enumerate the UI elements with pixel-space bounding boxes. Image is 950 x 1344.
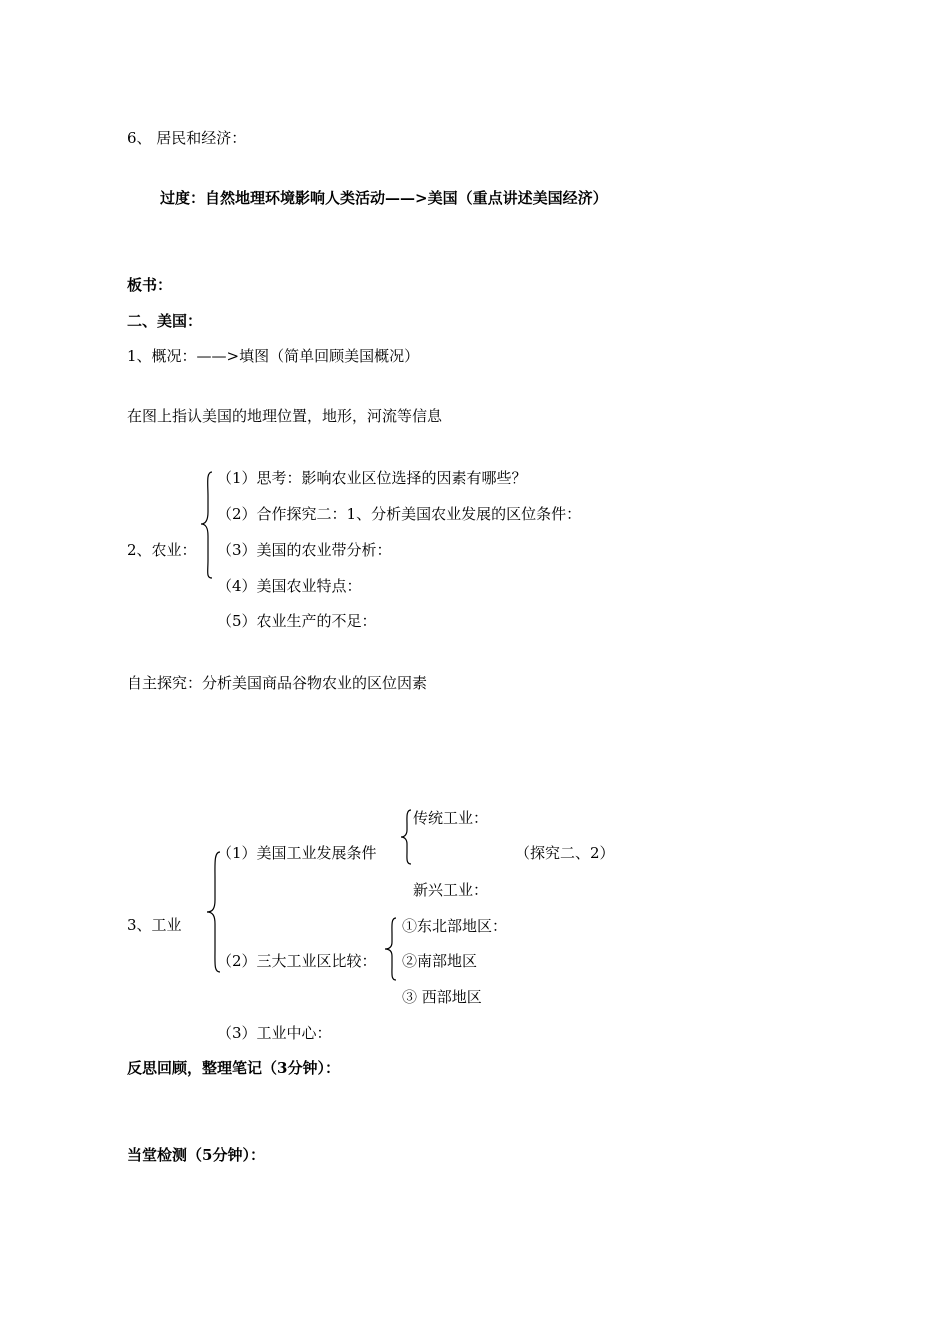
region-south: ②南部地区	[402, 952, 478, 970]
map-task-line: 在图上指认美国的地理位置，地形，河流等信息	[127, 407, 443, 425]
emerging-industry: 新兴工业：	[413, 881, 489, 899]
industry-item-3: （3）工业中心：	[217, 1024, 332, 1042]
regions-brace	[384, 916, 398, 982]
reflection-heading: 反思回顾，整理笔记（3分钟）：	[127, 1059, 340, 1077]
agriculture-item-5: （5）农业生产的不足：	[217, 612, 377, 630]
overview-line: 1、概况：——>填图（简单回顾美国概况）	[127, 347, 420, 365]
conditions-brace	[400, 808, 412, 866]
self-study-line: 自主探究：分析美国商品谷物农业的区位因素	[127, 674, 428, 692]
industry-item-2: （2）三大工业区比较：	[217, 952, 377, 970]
transition-line: 过度：自然地理环境影响人类活动——>美国（重点讲述美国经济）	[160, 189, 608, 207]
industry-item-1: （1）美国工业发展条件	[217, 844, 377, 862]
traditional-industry: 传统工业：	[413, 809, 489, 827]
agriculture-item-1: （1）思考：影响农业区位选择的因素有哪些？	[217, 469, 527, 487]
region-northeast: ①东北部地区：	[402, 917, 508, 935]
agriculture-item-3: （3）美国的农业带分析：	[217, 541, 392, 559]
board-heading: 板书：	[127, 276, 173, 294]
section-2-heading: 二、美国：	[127, 312, 203, 330]
region-west: ③ 西部地区	[402, 988, 482, 1006]
explore-reference: （探究二、2）	[515, 844, 615, 862]
agriculture-item-4: （4）美国农业特点：	[217, 577, 362, 595]
agriculture-brace	[200, 470, 214, 580]
agriculture-label: 2、农业：	[127, 541, 197, 559]
classroom-check-heading: 当堂检测（5分钟）：	[127, 1146, 265, 1164]
industry-label: 3、工业	[127, 916, 182, 934]
section-6-heading: 6、 居民和经济：	[127, 129, 247, 147]
agriculture-item-2: （2）合作探究二：1、分析美国农业发展的区位条件：	[217, 505, 582, 523]
